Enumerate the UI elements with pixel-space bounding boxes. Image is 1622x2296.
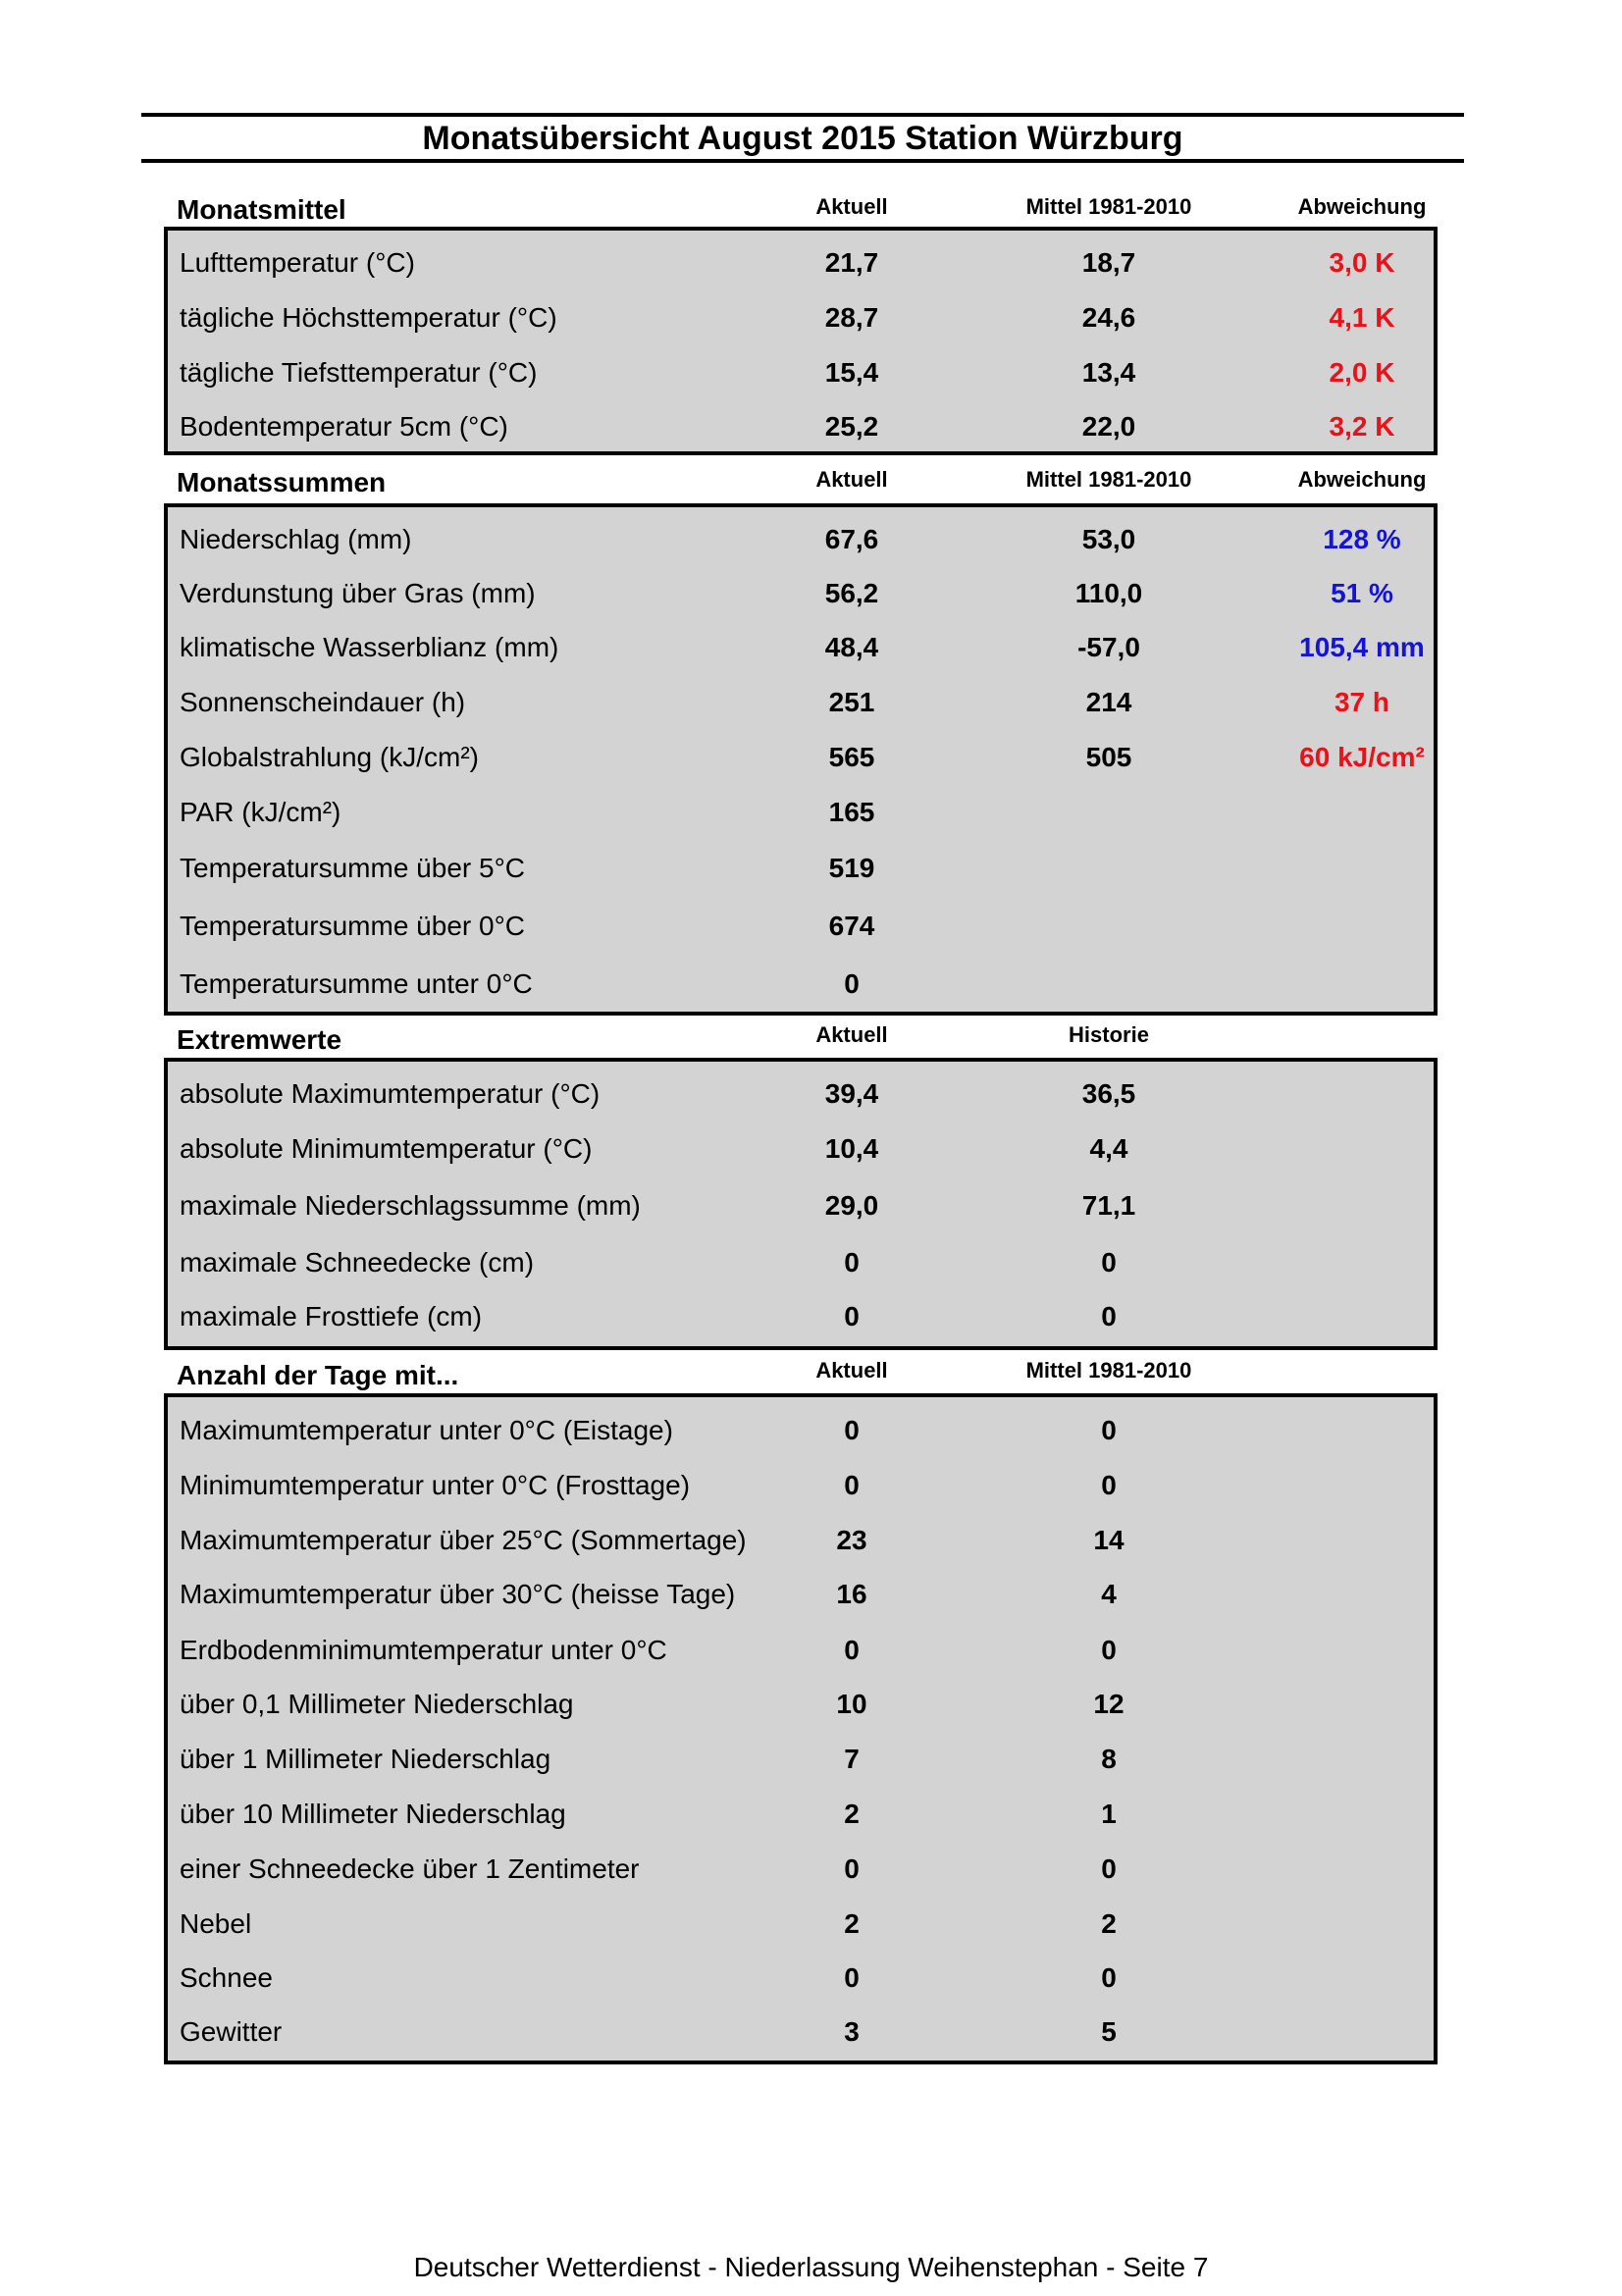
value-reference: 24,6: [1081, 302, 1136, 333]
row-label: PAR (kJ/cm²): [180, 797, 341, 827]
column-header: Mittel 1981-2010: [1025, 1358, 1192, 1383]
row-label: Maximumtemperatur unter 0°C (Eistage): [180, 1415, 673, 1445]
row-label: Minimumtemperatur unter 0°C (Frosttage): [180, 1470, 691, 1500]
column-header: Aktuell: [815, 467, 888, 492]
row-label: Maximumtemperatur über 25°C (Sommertage): [180, 1525, 747, 1555]
panel-monatsmittel: [164, 227, 1438, 455]
section-title-extremwerte: Extremwerte: [177, 1024, 342, 1055]
row-label: Gewitter: [180, 2016, 283, 2047]
value-abweichung: 60 kJ/cm²: [1299, 742, 1425, 772]
value-aktuell: 3: [844, 2016, 860, 2047]
row-label: Bodentemperatur 5cm (°C): [180, 411, 508, 442]
value-aktuell: 0: [844, 1962, 860, 1993]
value-reference: 0: [1101, 1470, 1117, 1500]
value-aktuell: 565: [828, 742, 875, 772]
value-abweichung: 4,1 K: [1329, 302, 1395, 333]
value-reference: 13,4: [1081, 357, 1136, 388]
value-reference: 0: [1101, 1247, 1117, 1278]
value-aktuell: 251: [828, 687, 875, 717]
value-reference: 14: [1093, 1525, 1125, 1555]
column-header: Aktuell: [815, 1358, 888, 1383]
page-title: Monatsübersicht August 2015 Station Würzburg: [422, 120, 1183, 157]
panel-monatssummen: [164, 503, 1438, 1016]
value-abweichung: 3,0 K: [1329, 247, 1395, 278]
section-title-anzahl-der-tage-mit: Anzahl der Tage mit...: [177, 1360, 459, 1390]
value-aktuell: 0: [844, 1301, 860, 1331]
value-aktuell: 15,4: [824, 357, 879, 388]
row-label: über 10 Millimeter Niederschlag: [180, 1799, 566, 1829]
value-aktuell: 29,0: [824, 1190, 879, 1221]
column-header: Historie: [1069, 1022, 1149, 1047]
value-abweichung: 2,0 K: [1329, 357, 1395, 388]
page-footer: Deutscher Wetterdienst - Niederlassung Weihenstephan - Seite 7: [413, 2252, 1209, 2282]
row-label: tägliche Tiefsttemperatur (°C): [180, 357, 538, 388]
value-abweichung: 3,2 K: [1329, 411, 1395, 442]
row-label: über 1 Millimeter Niederschlag: [180, 1744, 551, 1774]
row-label: maximale Frosttiefe (cm): [180, 1301, 483, 1331]
row-label: Globalstrahlung (kJ/cm²): [180, 742, 479, 772]
row-label: maximale Schneedecke (cm): [180, 1247, 535, 1278]
section-title-monatssummen: Monatssummen: [177, 467, 387, 497]
value-reference: 0: [1101, 1635, 1117, 1665]
row-label: Temperatursumme über 5°C: [180, 853, 525, 883]
value-abweichung: 105,4 mm: [1299, 632, 1425, 662]
value-reference: 4: [1101, 1579, 1117, 1609]
value-reference: 0: [1101, 1301, 1117, 1331]
value-aktuell: 0: [844, 1853, 860, 1884]
section-title-monatsmittel: Monatsmittel: [177, 194, 346, 225]
value-reference: 0: [1101, 1415, 1117, 1445]
title-underline: [141, 159, 1464, 163]
value-aktuell: 10: [836, 1689, 867, 1719]
value-reference: 22,0: [1081, 411, 1136, 442]
row-label: Erdbodenminimumtemperatur unter 0°C: [180, 1635, 667, 1665]
row-label: Verdunstung über Gras (mm): [180, 578, 536, 608]
value-aktuell: 0: [844, 1415, 860, 1445]
row-label: Sonnenscheindauer (h): [180, 687, 466, 717]
row-label: tägliche Höchsttemperatur (°C): [180, 302, 557, 333]
value-aktuell: 674: [828, 911, 875, 941]
value-aktuell: 67,6: [824, 524, 879, 554]
value-abweichung: 51 %: [1331, 578, 1393, 608]
column-header: Mittel 1981-2010: [1025, 467, 1192, 492]
value-reference: 0: [1101, 1853, 1117, 1884]
row-label: absolute Minimumtemperatur (°C): [180, 1133, 593, 1164]
value-reference: -57,0: [1077, 632, 1140, 662]
value-reference: 36,5: [1081, 1078, 1136, 1109]
value-aktuell: 7: [844, 1744, 860, 1774]
row-label: Schnee: [180, 1962, 273, 1993]
value-reference: 12: [1093, 1689, 1125, 1719]
value-reference: 4,4: [1089, 1133, 1128, 1164]
value-aktuell: 10,4: [824, 1133, 879, 1164]
value-reference: 18,7: [1081, 247, 1136, 278]
column-header: Aktuell: [815, 1022, 888, 1047]
value-aktuell: 21,7: [824, 247, 879, 278]
value-aktuell: 519: [828, 853, 875, 883]
value-aktuell: 2: [844, 1908, 860, 1939]
value-reference: 110,0: [1074, 578, 1143, 608]
value-reference: 53,0: [1081, 524, 1136, 554]
row-label: Temperatursumme unter 0°C: [180, 968, 533, 999]
value-reference: 71,1: [1081, 1190, 1136, 1221]
row-label: Maximumtemperatur über 30°C (heisse Tage): [180, 1579, 736, 1609]
value-aktuell: 48,4: [824, 632, 879, 662]
value-aktuell: 0: [844, 1247, 860, 1278]
row-label: über 0,1 Millimeter Niederschlag: [180, 1689, 574, 1719]
value-aktuell: 25,2: [824, 411, 879, 442]
panel-extremwerte: [164, 1058, 1438, 1350]
value-aktuell: 2: [844, 1799, 860, 1829]
row-label: einer Schneedecke über 1 Zentimeter: [180, 1853, 640, 1884]
value-aktuell: 23: [836, 1525, 867, 1555]
row-label: absolute Maximumtemperatur (°C): [180, 1078, 601, 1109]
value-reference: 5: [1101, 2016, 1117, 2047]
column-header: Abweichung: [1297, 194, 1427, 219]
value-aktuell: 0: [844, 1635, 860, 1665]
row-label: Niederschlag (mm): [180, 524, 412, 554]
value-abweichung: 37 h: [1334, 687, 1390, 717]
row-label: klimatische Wasserblianz (mm): [180, 632, 559, 662]
value-aktuell: 28,7: [824, 302, 879, 333]
value-reference: 214: [1085, 687, 1132, 717]
value-reference: 1: [1101, 1799, 1117, 1829]
panel-anzahl-der-tage-mit: [164, 1393, 1438, 2064]
value-aktuell: 165: [828, 797, 875, 827]
column-header: Mittel 1981-2010: [1025, 194, 1192, 219]
column-header: Abweichung: [1297, 467, 1427, 492]
value-aktuell: 39,4: [824, 1078, 879, 1109]
row-label: Temperatursumme über 0°C: [180, 911, 525, 941]
value-aktuell: 16: [836, 1579, 867, 1609]
value-reference: 2: [1101, 1908, 1117, 1939]
value-aktuell: 0: [844, 968, 860, 999]
value-reference: 0: [1101, 1962, 1117, 1993]
value-abweichung: 128 %: [1323, 524, 1401, 554]
row-label: Nebel: [180, 1908, 252, 1939]
value-aktuell: 56,2: [824, 578, 879, 608]
row-label: Lufttemperatur (°C): [180, 247, 415, 278]
value-reference: 8: [1101, 1744, 1117, 1774]
row-label: maximale Niederschlagssumme (mm): [180, 1190, 641, 1221]
value-aktuell: 0: [844, 1470, 860, 1500]
column-header: Aktuell: [815, 194, 888, 219]
value-reference: 505: [1085, 742, 1132, 772]
